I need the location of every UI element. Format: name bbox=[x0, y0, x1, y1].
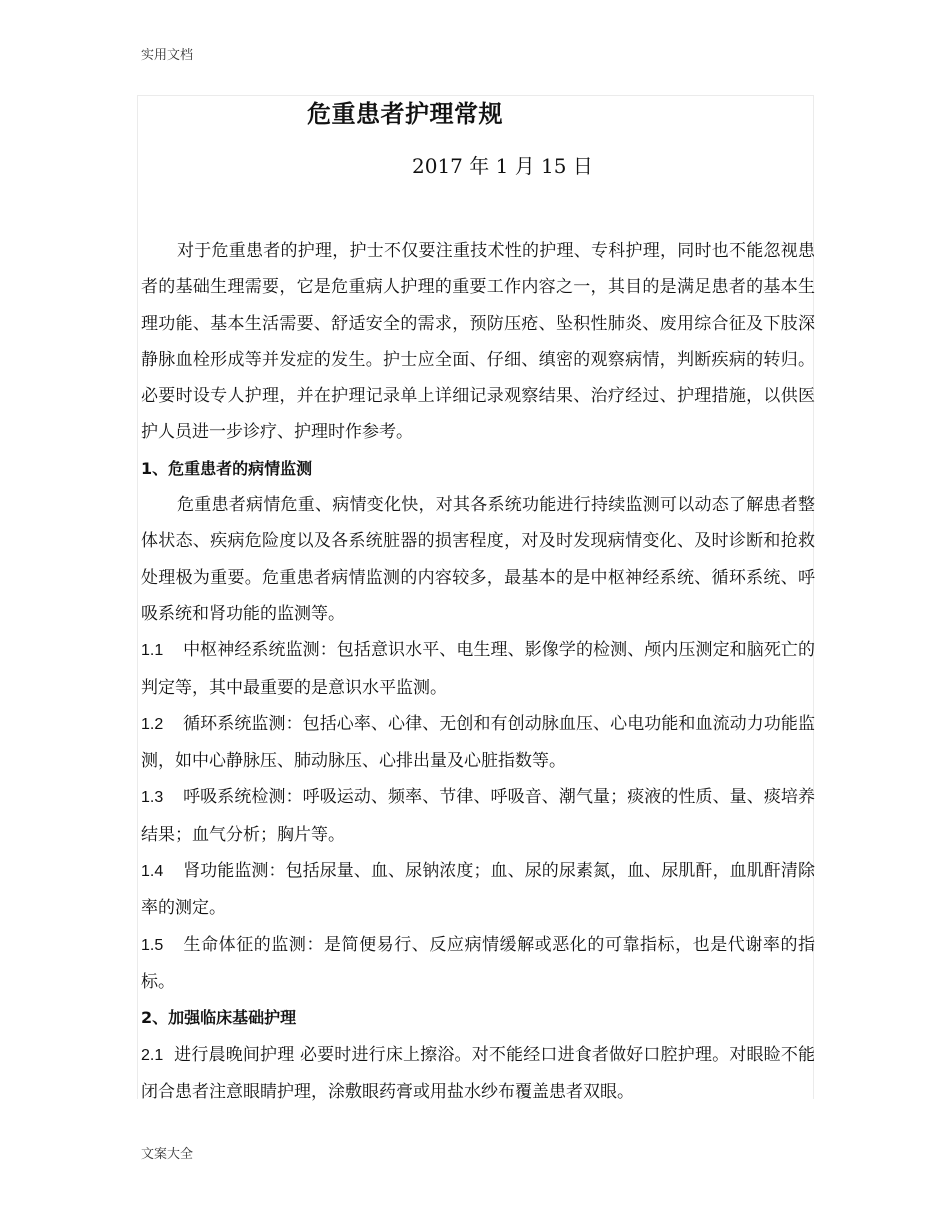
page-footer: 文案大全 bbox=[141, 1147, 194, 1162]
item-number: 1.3 bbox=[141, 789, 164, 807]
section-heading-2: 2、加强临床基础护理 bbox=[141, 1008, 297, 1028]
item-number: 1.5 bbox=[141, 936, 164, 954]
item-text: 进行晨晚间护理 必要时进行床上擦浴。对不能经口进食者做好口腔护理。对眼睑不能闭合患者注意眼睛护理，涂敷眼药膏或用盐水纱布覆盖患者双眼。 bbox=[141, 1044, 815, 1102]
list-item-1-2 bbox=[141, 706, 815, 780]
page-header: 实用文档 bbox=[141, 48, 194, 63]
document-title: 危重患者护理常规 bbox=[307, 100, 503, 128]
item-text: 生命体征的监测：是简便易行、反应病情缓解或恶化的可靠指标，也是代谢率的指标。 bbox=[141, 934, 815, 992]
section-heading-1: 1、危重患者的病情监测 bbox=[141, 458, 313, 478]
document-body bbox=[141, 96, 815, 1110]
item-number: 1.2 bbox=[141, 715, 164, 733]
list-item-1-3 bbox=[141, 779, 815, 853]
item-text: 肾功能监测：包括尿量、血、尿钠浓度；血、尿的尿素氮，血、尿肌酐，血肌酐清除率的测定。 bbox=[141, 861, 815, 919]
item-number: 1.4 bbox=[141, 863, 164, 881]
item-number: 1.1 bbox=[141, 642, 164, 660]
item-text: 中枢神经系统监测：包括意识水平、电生理、影像学的检测、颅内压测定和脑死亡的判定等，其中最重要的是意识水平监测。 bbox=[141, 640, 815, 698]
document-date: 2017 年 1 月 15 日 bbox=[412, 154, 593, 178]
item-text: 循环系统监测：包括心率、心律、无创和有创动脉血压、心电功能和血流动力功能监测，如中心静脉压、肺动脉压、心排出量及心脏指数等。 bbox=[141, 713, 815, 772]
list-item-1-1 bbox=[141, 632, 815, 706]
list-item-2-1 bbox=[141, 1037, 815, 1111]
spacer bbox=[141, 181, 815, 233]
list-item-1-4 bbox=[141, 853, 815, 927]
list-item-1-5 bbox=[141, 927, 815, 1001]
item-text: 呼吸系统检测：呼吸运动、频率、节律、呼吸音、潮气量；痰液的性质、量、痰培养结果；血气分析；胸片等。 bbox=[141, 787, 815, 845]
intro-paragraph: 对于危重患者的护理，护士不仅要注重技术性的护理、专科护理，同时也不能忽视患者的基础生理需要，它是危重病人护理的重要工作内容之一，其目的是满足患者的基本生理功能、基本生活需要、舒适安全的需求，预防压疮、坠积性肺炎、废用综合征及下肢深静脉血栓形成等并发症的发生。护士应全面、仔细、缜密的观察病情，判断疾病的转归。必要时设专人护理，并在护理记录单上详细记录观察结果、治疗经过、护理措施，以供医护人员进一步诊疗、护理时作参考。 bbox=[141, 241, 815, 443]
item-number: 2.1 bbox=[141, 1046, 164, 1064]
section-1-paragraph: 危重患者病情危重、病情变化快，对其各系统功能进行持续监测可以动态了解患者整体状态、疾病危险度以及各系统脏器的损害程度，对及时发现病情变化、及时诊断和抢救处理极为重要。危重患者病情监测的内容较多，最基本的是中枢神经系统、循环系统、呼吸系统和肾功能的监测等。 bbox=[141, 495, 815, 624]
